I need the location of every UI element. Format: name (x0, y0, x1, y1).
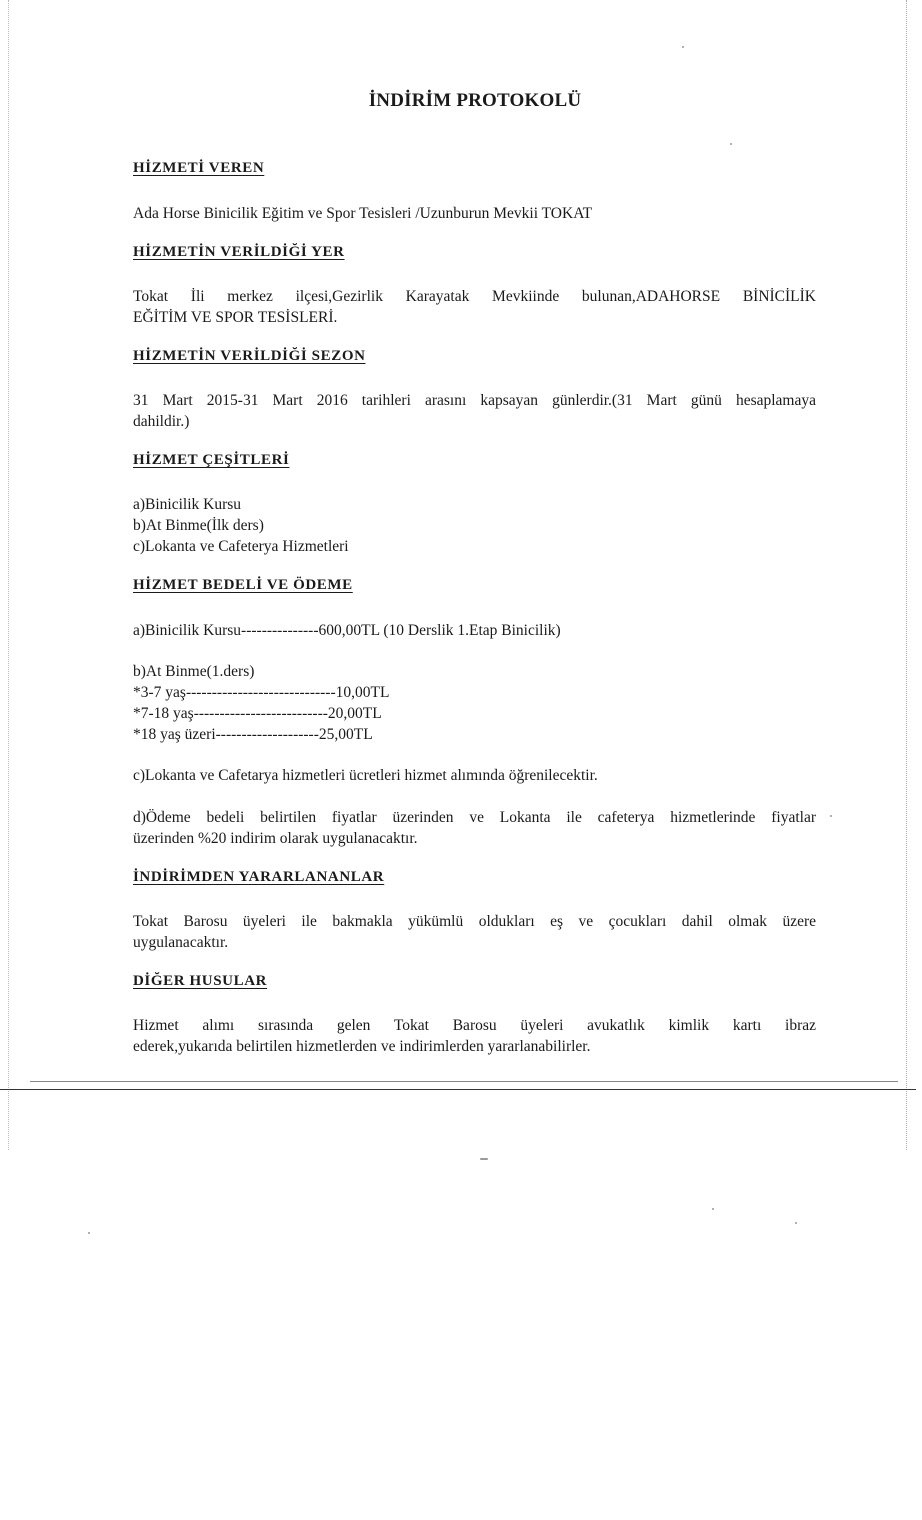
heading-bedel: HİZMET BEDELİ VE ÖDEME (133, 577, 353, 593)
price-lokanta: c)Lokanta ve Cafetarya hizmetleri ücretleri hizmet alımında öğrenilecektir. (133, 767, 598, 784)
other-line-2: ederek,yukarıda belirtilen hizmetlerden ve indirimlerden yararlanabilirler. (133, 1038, 591, 1055)
season-paragraph (133, 390, 816, 432)
price-age-7-18: *7-18 yaş--------------------------20,00TL (133, 705, 382, 722)
scan-speck (88, 1232, 90, 1234)
page-divider-line (0, 1089, 916, 1090)
scan-speck (682, 46, 684, 48)
other-line-1: Hizmet alımı sırasında gelen Tokat Barosu üyeleri avukatlık kimlik kartı ibraz (133, 1017, 816, 1034)
service-item-1: a)Binicilik Kursu (133, 496, 242, 513)
season-line-2: dahildir.) (133, 413, 190, 430)
scan-speck (795, 1222, 797, 1224)
provider-text: Ada Horse Binicilik Eğitim ve Spor Tesisleri /Uzunburun Mevkii TOKAT (133, 205, 593, 222)
price-kurs: a)Binicilik Kursu---------------600,00TL (10 Derslik 1.Etap Binicilik) (133, 622, 561, 639)
location-line-2: EĞİTİM VE SPOR TESİSLERİ. (133, 309, 338, 326)
scan-line-faint (30, 1081, 898, 1082)
heading-verildigi-yer: HİZMETİN VERİLDİĞİ YER (133, 244, 345, 260)
document-title: İNDİRİM PROTOKOLÜ (368, 90, 582, 111)
season-line-1: 31 Mart 2015-31 Mart 2016 tarihleri arasını kapsayan günlerdir.(31 Mart günü hesaplamaya (133, 392, 816, 409)
payment-line-2: üzerinden %20 indirim olarak uygulanacaktır. (133, 830, 418, 847)
price-age-3-7: *3-7 yaş-----------------------------10,00TL (133, 684, 390, 701)
scan-speck (830, 815, 832, 817)
scan-speck (712, 1208, 714, 1210)
payment-line-1: d)Ödeme bedeli belirtilen fiyatlar üzerinden ve Lokanta ile cafeterya hizmetlerinde fiyatlar (133, 809, 816, 826)
heading-hizmeti-veren: HİZMETİ VEREN (133, 160, 265, 176)
heading-sezon: HİZMETİN VERİLDİĞİ SEZON (133, 348, 366, 364)
price-at-binme-title: b)At Binme(1.ders) (133, 663, 255, 680)
beneficiaries-line-2: uygulanacaktır. (133, 934, 229, 951)
beneficiaries-paragraph (133, 911, 816, 953)
heading-cesitler: HİZMET ÇEŞİTLERİ (133, 452, 290, 468)
location-paragraph (133, 286, 816, 328)
service-item-2: b)At Binme(İlk ders) (133, 517, 264, 534)
scan-edge-right (906, 0, 911, 1150)
heading-yararlananlar: İNDİRİMDEN YARARLANANLAR (133, 869, 385, 885)
scan-speck (730, 143, 732, 145)
service-item-3: c)Lokanta ve Cafeterya Hizmetleri (133, 538, 349, 555)
beneficiaries-line-1: Tokat Barosu üyeleri ile bakmakla yükümlü oldukları eş ve çocukları dahil olmak üzere (133, 913, 816, 930)
other-paragraph (133, 1015, 816, 1057)
scan-speck (480, 1158, 488, 1160)
heading-diger: DİĞER HUSULAR (133, 973, 268, 989)
location-line-1: Tokat İli merkez ilçesi,Gezirlik Karayatak Mevkiinde bulunan,ADAHORSE BİNİCİLİK (133, 288, 816, 305)
payment-paragraph (133, 807, 816, 849)
scan-edge-left (8, 0, 13, 1150)
price-age-18-plus: *18 yaş üzeri--------------------25,00TL (133, 726, 373, 743)
